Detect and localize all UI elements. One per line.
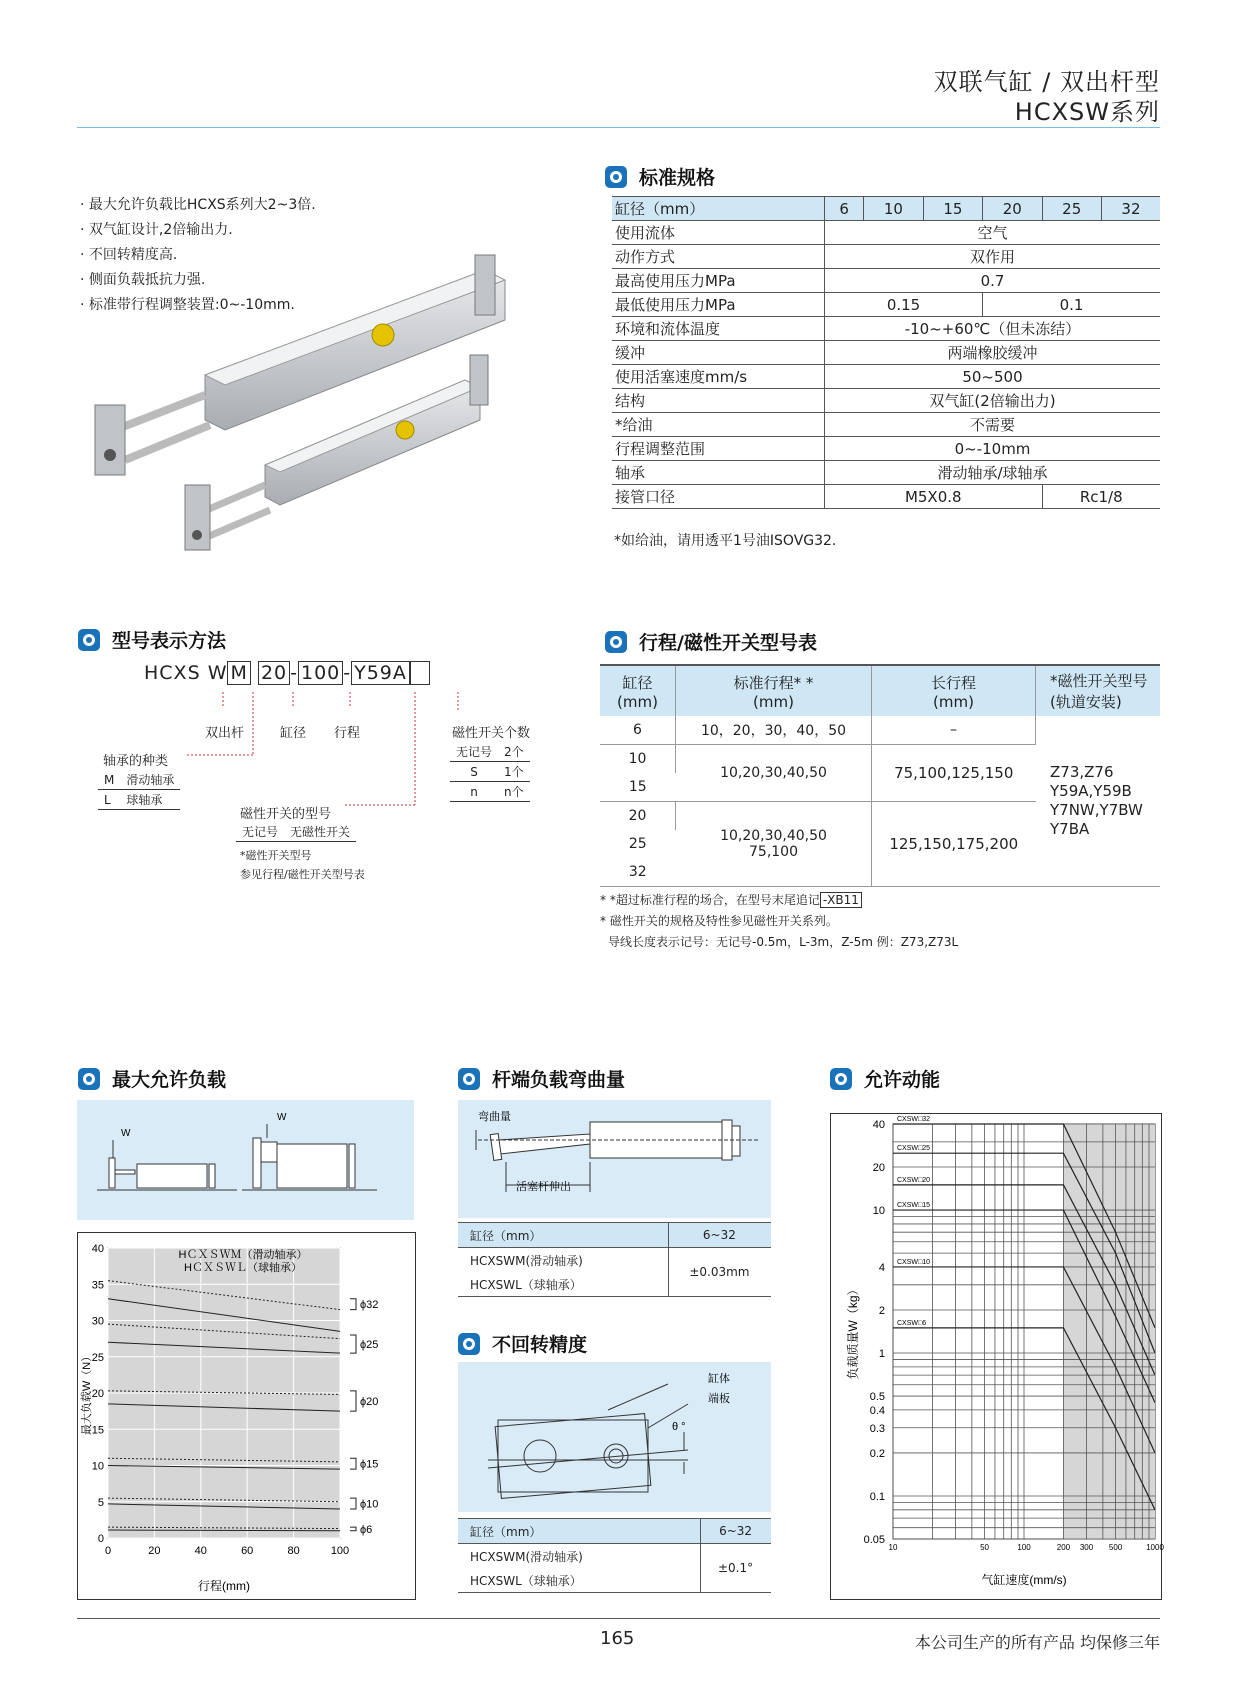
feature-item: · 标准带行程调整装置:0~-10mm.: [80, 293, 316, 318]
y-tick-label: 20: [91, 1388, 104, 1400]
spec-row: 缓冲 两端橡胶缓冲: [612, 341, 1160, 365]
stroke-table: 缸径 (mm) 标准行程* * (mm) 长行程 (mm) *磁性开关型号 (轨道安装) 6 10，20，30，40，50 – Z73,Z76 Y59A,Y59B Y7NW,Y7BW Y7BA 10 10,20,30,40,50 75,100,125,150 15 20 10,20,30,40,50 75,100 125,150,175,200 25 32: [600, 664, 1160, 887]
stroke-section-title: 行程/磁性开关型号表: [605, 628, 817, 655]
label-stroke: 行程: [334, 726, 361, 741]
table-row: 32: [600, 858, 1160, 887]
feature-item: · 双气缸设计,2倍输出力.: [80, 218, 316, 243]
series-label: CXSW□6: [897, 1319, 927, 1327]
x-axis-label: 行程(mm): [198, 1579, 250, 1593]
y-tick-label: 0: [97, 1533, 104, 1545]
table-row: HCXSWM(滑动轴承) ±0.1°: [458, 1544, 771, 1569]
section-marker-icon: [458, 1333, 480, 1355]
x-tick-label: 200: [1056, 1543, 1071, 1552]
section-marker-icon: [605, 166, 627, 188]
spec-row: 使用活塞速度mm/s 50~500: [612, 365, 1160, 389]
section-marker-icon: [458, 1068, 480, 1090]
y-tick-label: 0.3: [869, 1422, 885, 1435]
header-divider: [77, 127, 1160, 128]
table-row: n n个: [450, 782, 530, 802]
feature-item: · 侧面负载抵抗力强.: [80, 268, 316, 293]
model-code: HCXS W M 20 - 100 - Y59A: [144, 662, 430, 684]
x-tick-label: 0: [104, 1545, 112, 1557]
load-chart-svg: [78, 1233, 415, 1599]
feature-item: · 最大允许负载比HCXS系列大2~3倍.: [80, 193, 316, 218]
bore-label: ϕ10: [360, 1498, 379, 1511]
theta-label: θ °: [672, 1421, 686, 1433]
series-label: CXSW□15: [897, 1202, 931, 1210]
spec-row: 接管口径 M5X0.8 Rc1/8: [612, 485, 1160, 509]
switch-note1: *磁性开关型号: [240, 849, 312, 862]
footer-divider: [77, 1618, 1160, 1619]
y-tick-label: 0.1: [869, 1490, 885, 1503]
section-marker-icon: [78, 629, 100, 651]
y-tick-label: 1: [878, 1348, 885, 1361]
y-tick-label: 2: [878, 1304, 885, 1317]
energy-chart: [830, 1113, 1162, 1600]
spec-row: 最高使用压力MPa 0.7: [612, 269, 1160, 293]
y-tick-label: 40: [91, 1243, 104, 1255]
y-tick-label: 5: [97, 1496, 104, 1509]
y-tick-label: 4: [878, 1261, 885, 1274]
shaded-region: [1063, 1124, 1155, 1539]
series-label: CXSW□10: [897, 1258, 931, 1266]
x-tick-label: 40: [194, 1545, 207, 1557]
bend-label: 弯曲量: [478, 1111, 511, 1123]
product-photo: [85, 255, 535, 585]
switch-model-table: [236, 822, 356, 842]
y-tick-label: 0.4: [869, 1404, 885, 1417]
table-row: 无记号 2个: [450, 742, 530, 762]
table-row: 10 10,20,30,40,50 75,100,125,150: [600, 745, 1160, 774]
bore-label: ϕ32: [360, 1299, 379, 1312]
y-tick-label: 0.05: [863, 1534, 885, 1546]
x-axis-label: 气缸速度(mm/s): [981, 1573, 1067, 1587]
load-chart: [77, 1232, 416, 1600]
spec-table: 缸径（mm） 6 10 15 20 25 32 使用流体 空气 动作方式 双作用 最高使用压力MPa 0.7 最低使用压力MPa 0.15 0.1 环境和流体温度 -10~+60℃（但未冻结） 缓冲 两端橡胶缓冲 使用活塞速度mm/s 50~500 结构 双气缸(2倍输出力) *给油 不需要 行程调整范围 0~-10mm 轴承 滑动轴承/球轴承 接管口径 M5X0.8 Rc1/8: [612, 196, 1160, 509]
spec-row: 行程调整范围 0~-10mm: [612, 437, 1160, 461]
section-marker-icon: [605, 631, 627, 653]
bore-label: ϕ6: [360, 1523, 373, 1536]
legend-sliding: HＣＸＳＷＭ（滑动轴承）: [178, 1249, 308, 1261]
series-label: CXSW□25: [897, 1145, 931, 1153]
x-tick-label: 1000: [1146, 1543, 1164, 1552]
switch-count-table: [450, 742, 530, 802]
x-tick-label: 60: [241, 1545, 254, 1557]
x-tick-label: 500: [1108, 1543, 1123, 1552]
x-tick-label: 80: [287, 1545, 300, 1557]
y-tick-label: 35: [91, 1279, 104, 1292]
deflection-section-title: 杆端负载弯曲量: [458, 1065, 625, 1092]
table-row: S 1个: [450, 762, 530, 782]
legend-ball: HＣＸＳＷＬ（球轴承）: [184, 1262, 302, 1274]
series-label: CXSW□32: [897, 1116, 931, 1123]
x-tick-label: 100: [1017, 1543, 1031, 1552]
table-row: HCXSWL（球轴承）: [458, 1568, 771, 1593]
bore-bracket: [350, 1299, 356, 1310]
warranty-text: 本公司生产的所有产品 均保修三年: [914, 1633, 1160, 1652]
x-tick-label: 100: [330, 1545, 350, 1557]
bore-label: 缸径（mm）: [612, 197, 825, 221]
energy-chart-svg: [831, 1114, 1164, 1599]
load-section-title: 最大允许负载: [78, 1065, 226, 1092]
label-switch-count: 磁性开关个数: [452, 726, 531, 741]
page-title: 双联气缸 / 双出杆型: [933, 68, 1160, 96]
bore-label: ϕ25: [360, 1339, 379, 1352]
x-tick-label: 50: [980, 1543, 990, 1552]
deflection-diagram: [458, 1100, 771, 1218]
spec-note: *如给油，请用透平1号油ISOVG32.: [614, 533, 837, 549]
spec-row: *给油 不需要: [612, 413, 1160, 437]
bore-label: ϕ20: [360, 1395, 379, 1408]
table-row: M 滑动轴承: [98, 770, 180, 790]
series-label: CXSW□20: [897, 1176, 931, 1184]
w-label: W: [277, 1112, 287, 1123]
page-number: 165: [600, 1628, 635, 1649]
table-row: 6 10，20，30，40，50 – Z73,Z76 Y59A,Y59B Y7NW,Y7BW Y7BA: [600, 716, 1160, 745]
spec-row: 使用流体 空气: [612, 221, 1160, 245]
table-row: 缸径（mm） 6~32: [458, 1223, 771, 1248]
section-marker-icon: [78, 1068, 100, 1090]
y-tick-label: 15: [91, 1424, 104, 1437]
y-tick-label: 0.2: [869, 1447, 885, 1460]
stroke-notes: * *超过标准行程的场合，在型号末尾追记 -XB11 * 磁性开关的规格及特性参见磁性开关系列。 导线长度表示记号：无记号-0.5m，L-3m，Z-5m 例：Z73,Z73L: [600, 893, 959, 949]
y-tick-label: 30: [91, 1315, 104, 1328]
series-title: HCXSW系列: [1014, 98, 1160, 126]
x-tick-label: 300: [1079, 1543, 1094, 1552]
y-axis-label: 最大负载W（N）: [81, 1350, 93, 1436]
table-row: 无记号 无磁性开关: [236, 822, 356, 842]
plate-label: 端板: [708, 1393, 730, 1405]
y-axis-label: 负载质量W（kg）: [846, 1283, 860, 1380]
w-label: W: [121, 1128, 131, 1139]
energy-section-title: 允许动能: [830, 1065, 940, 1092]
y-tick-label: 40: [872, 1119, 885, 1131]
spec-section-title: 标准规格: [605, 163, 715, 190]
spec-row: 最低使用压力MPa 0.15 0.1: [612, 293, 1160, 317]
x-tick-label: 20: [148, 1545, 161, 1557]
section-marker-icon: [830, 1068, 852, 1090]
y-tick-label: 20: [872, 1162, 885, 1175]
table-row: HCXSWL（球轴承）: [458, 1272, 771, 1297]
switch-list: Z73,Z76 Y59A,Y59B Y7NW,Y7BW Y7BA: [1036, 716, 1161, 887]
body-label: 缸体: [708, 1373, 730, 1385]
table-row: 20 10,20,30,40,50 75,100 125,150,175,200: [600, 802, 1160, 831]
table-row: L 球轴承: [98, 790, 180, 810]
label-switch-model: 磁性开关的型号: [240, 807, 332, 822]
table-row: 缸径（mm） 6~32: [458, 1519, 771, 1544]
y-tick-label: 10: [91, 1460, 104, 1473]
bore-bracket: [350, 1391, 356, 1411]
bearing-table: [98, 770, 180, 810]
spec-row: 轴承 滑动轴承/球轴承: [612, 461, 1160, 485]
switch-note2: 参见行程/磁性开关型号表: [240, 868, 365, 881]
table-row: 25: [628, 836, 647, 852]
table-row: HCXSWM(滑动轴承) ±0.03mm: [458, 1248, 771, 1273]
bore-bracket: [350, 1335, 356, 1353]
spec-row: 结构 双气缸(2倍输出力): [612, 389, 1160, 413]
model-section-title: 型号表示方法: [78, 626, 226, 653]
table-row: 15: [600, 773, 1160, 802]
rotation-section-title: 不回转精度: [458, 1330, 587, 1357]
deflection-table: [458, 1222, 771, 1297]
y-tick-label: 10: [872, 1205, 885, 1218]
bore-label: ϕ15: [360, 1458, 379, 1471]
spec-row: 动作方式 双作用: [612, 245, 1160, 269]
bore-bracket: [350, 1498, 356, 1509]
label-bore: 缸径: [280, 726, 307, 741]
bore-bracket: [350, 1458, 356, 1469]
bore-bracket: [350, 1527, 356, 1531]
x-tick-label: 10: [888, 1543, 898, 1552]
extension-label: 活塞杆伸出: [516, 1181, 571, 1193]
rotation-diagram: [458, 1362, 771, 1512]
load-diagram: [77, 1100, 414, 1220]
y-tick-label: 25: [91, 1351, 104, 1364]
label-double-rod: 双出杆: [205, 726, 245, 741]
label-bearing: 轴承的种类: [103, 754, 169, 769]
y-tick-label: 0.5: [869, 1391, 885, 1404]
rotation-table: [458, 1518, 771, 1593]
spec-row: 环境和流体温度 -10~+60℃（但未冻结）: [612, 317, 1160, 341]
feature-item: · 不回转精度高.: [80, 243, 316, 268]
